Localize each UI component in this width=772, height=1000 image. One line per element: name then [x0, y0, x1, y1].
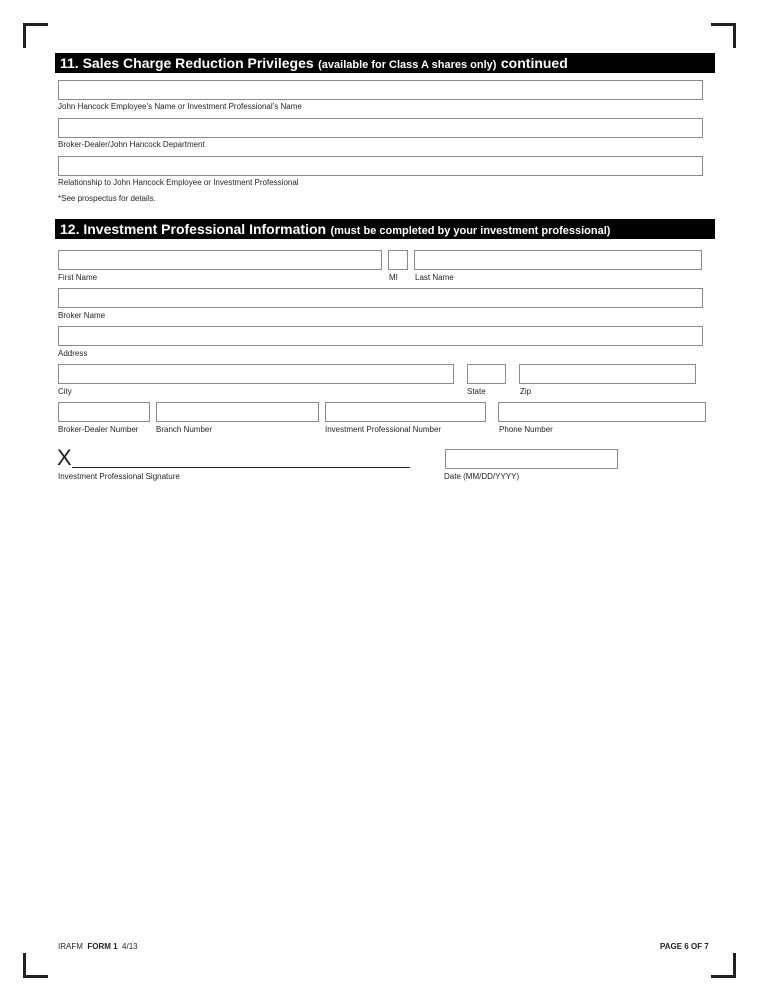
middle-initial-label: MI — [389, 273, 398, 282]
last-name-label: Last Name — [415, 273, 454, 282]
phone-number-field[interactable] — [498, 402, 706, 422]
broker-dealer-department-label: Broker-Dealer/John Hancock Department — [58, 140, 205, 149]
section-11-title: 11. Sales Charge Reduction Privileges — [60, 55, 314, 71]
signature-line[interactable] — [72, 467, 410, 468]
form-date: 4/13 — [122, 942, 138, 951]
section-12-header — [55, 219, 715, 239]
corner-mark-bottom-right — [711, 953, 736, 978]
relationship-field[interactable] — [58, 156, 703, 176]
city-label: City — [58, 387, 72, 396]
section-11-subtitle: (available for Class A shares only) — [318, 59, 497, 71]
last-name-field[interactable] — [414, 250, 702, 270]
employee-or-professional-name-field[interactable] — [58, 80, 703, 100]
middle-initial-field[interactable] — [388, 250, 408, 270]
broker-dealer-department-field[interactable] — [58, 118, 703, 138]
city-field[interactable] — [58, 364, 454, 384]
investment-professional-number-field[interactable] — [325, 402, 486, 422]
form-code: IRAFM — [58, 942, 83, 951]
section-12-title: 12. Investment Professional Information — [60, 221, 327, 237]
zip-field[interactable] — [519, 364, 696, 384]
form-name: FORM 1 — [87, 942, 118, 951]
corner-mark-top-right — [711, 23, 736, 48]
broker-dealer-number-field[interactable] — [58, 402, 150, 422]
branch-number-field[interactable] — [156, 402, 319, 422]
date-field[interactable] — [445, 449, 618, 469]
first-name-field[interactable] — [58, 250, 382, 270]
first-name-label: First Name — [58, 273, 98, 282]
corner-mark-top-left — [23, 23, 48, 48]
form-footer — [58, 942, 138, 951]
employee-or-professional-name-label: John Hancock Employee’s Name or Investment Professional’s Name — [58, 102, 302, 111]
broker-name-field[interactable] — [58, 288, 703, 308]
phone-number-label: Phone Number — [499, 425, 553, 434]
broker-dealer-number-label: Broker-Dealer Number — [58, 425, 139, 434]
address-label: Address — [58, 349, 88, 358]
signature-label: Investment Professional Signature — [58, 472, 180, 481]
section-11-header — [55, 53, 715, 73]
state-field[interactable] — [467, 364, 506, 384]
page-number: PAGE 6 OF 7 — [660, 942, 709, 951]
address-field[interactable] — [58, 326, 703, 346]
broker-name-label: Broker Name — [58, 311, 106, 320]
signature-x-mark: X — [57, 445, 72, 470]
relationship-label: Relationship to John Hancock Employee or Investment Professional — [58, 178, 299, 187]
zip-label: Zip — [520, 387, 532, 396]
prospectus-note: *See prospectus for details. — [58, 194, 156, 203]
state-label: State — [467, 387, 486, 396]
branch-number-label: Branch Number — [156, 425, 213, 434]
section-11-continued: continued — [500, 55, 568, 71]
section-12-subtitle: (must be completed by your investment professional) — [330, 225, 611, 237]
investment-professional-number-label: Investment Professional Number — [325, 425, 442, 434]
corner-mark-bottom-left — [23, 953, 48, 978]
date-label: Date (MM/DD/YYYY) — [444, 472, 520, 481]
